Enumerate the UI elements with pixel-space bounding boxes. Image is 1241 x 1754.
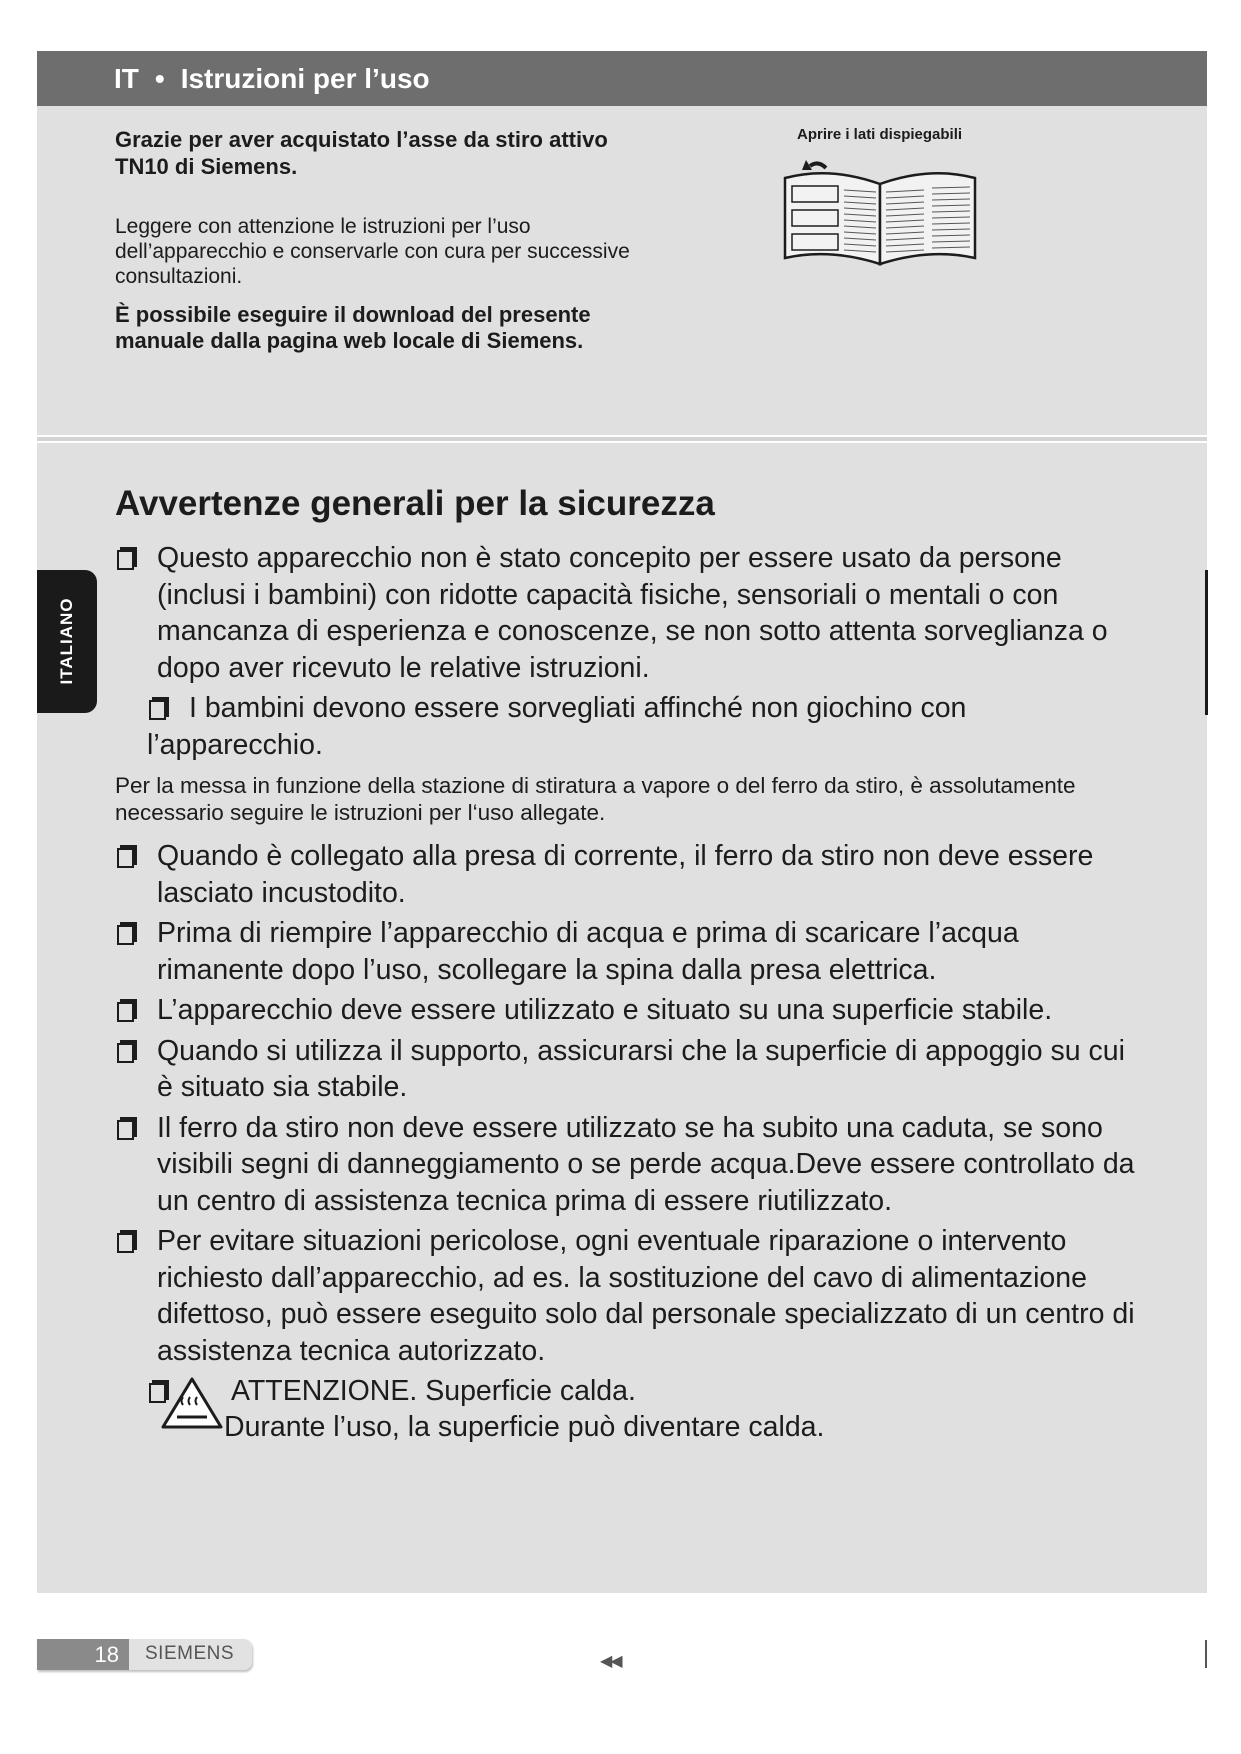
list-item-text: L’apparecchio deve essere utilizzato e situato su una superficie stabile. [157,994,1053,1026]
checkbox-bullet-icon [117,1043,134,1063]
hot-surface-warning-icon [159,1375,225,1431]
language-code: IT [114,62,139,94]
checkbox-bullet-icon [117,1233,134,1253]
intro-panel [37,106,1207,435]
side-tab-label: ITALIANO [57,597,76,685]
footer-tab [37,1639,252,1670]
list-item [147,690,1145,763]
back-arrows-icon[interactable]: ◀◀ [600,1653,621,1670]
header-bar [37,51,1207,106]
section-divider [37,437,1207,441]
header-separator: • [154,62,165,94]
warning-title: ATTENZIONE. Superficie calda. [231,1375,636,1407]
list-item-text: I bambini devono essere sorvegliati affinché non giochino con l’apparecchio. [147,692,967,761]
checkbox-bullet-icon [117,925,134,945]
download-note: È possibile eseguire il download del presente manuale dalla pagina web locale di Siemens. [115,302,591,353]
list-item [115,992,1145,1029]
checkbox-bullet-icon [117,1120,134,1140]
header-title: Istruzioni per l’uso [180,62,430,94]
right-margin-rule [1205,570,1208,715]
list-item-text: Per evitare situazioni pericolose, ogni eventuale riparazione o intervento richiesto dall’apparecchio, ad es. la sostituzione del cavo di alimentazione difettoso, può essere eseguito solo dal personale specializzato di un centro di assistenza tecnica autorizzato. [157,1225,1135,1367]
foldout-caption: Aprire i lati dispiegabili [797,126,963,143]
section-title: Avvertenze generali per la sicurezza [115,484,715,523]
hot-surface-warning [147,1373,1145,1463]
list-item [115,915,1145,988]
list-item [115,838,1145,911]
warning-text: Durante l’uso, la superficie può diventare calda. [224,1411,825,1443]
list-item-text: Il ferro da stiro non deve essere utilizzato se ha subito una caduta, se sono visibili segni di danneggiamento o se perde acqua.Deve essere controllato da un centro di assistenza tecnica prima di essere riutilizzato. [157,1111,1135,1217]
checkbox-bullet-icon [117,1002,134,1022]
brand-name: SIEMENS [145,1643,235,1664]
language-side-tab [37,570,97,713]
list-item [115,1033,1145,1106]
list-item-text: Quando si utilizza il supporto, assicurarsi che la superficie di appoggio su cui è situato sia stabile. [157,1034,1125,1103]
read-instructions-text: Leggere con attenzione le istruzioni per l’uso dell’apparecchio e conservarle con cura per successive consultazioni. [115,215,630,288]
usage-note: Per la messa in funzione della stazione di stiratura a vapore o del ferro da stiro, è assolutamente necessario seguire le istruzioni per l‘uso allegate. [115,773,1076,825]
list-item [115,540,1145,686]
list-item [115,1223,1145,1369]
footer-rule [1205,1640,1207,1668]
checkbox-bullet-icon [117,550,134,570]
safety-list [115,540,1145,1463]
open-book-icon [782,150,982,270]
checkbox-bullet-icon [117,848,134,868]
list-item [115,1110,1145,1220]
list-item-text: Quando è collegato alla presa di corrente, il ferro da stiro non deve essere lasciato incustodito. [157,840,1094,909]
list-item-text: Prima di riempire l’apparecchio di acqua e prima di scaricare l’acqua rimanente dopo l’uso, scollegare la spina dalla presa elettrica. [157,917,1019,986]
list-item-text: Questo apparecchio non è stato concepito per essere usato da persone (inclusi i bambini) con ridotte capacità fisiche, sensoriali o mentali o con mancanza di esperienza e conoscenze, se non sotto attenta sorveglianza o dopo aver ricevuto le relative istruzioni. [157,542,1108,684]
thanks-text: Grazie per aver acquistato l’asse da stiro attivo TN10 di Siemens. [115,127,608,179]
page-number: 18 [37,1639,129,1670]
checkbox-bullet-icon [149,700,166,720]
